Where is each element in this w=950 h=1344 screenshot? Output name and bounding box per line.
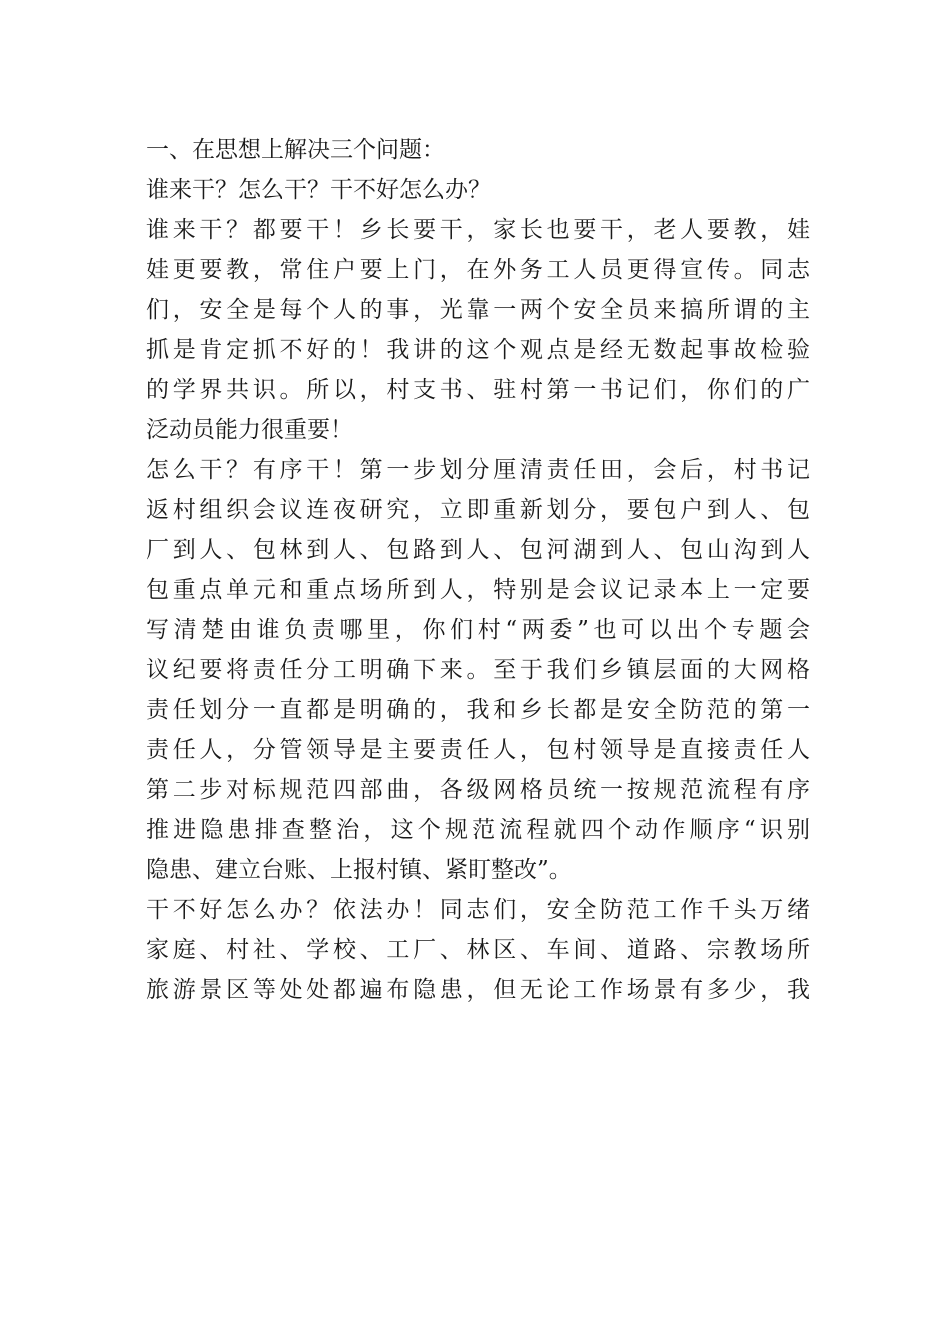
text-line: 谁来干？都要干！乡长要干，家长也要干，老人要教，娃 — [146, 217, 810, 243]
text-line: 推进隐患排查整治，这个规范流程就四个动作顺序“识别 — [146, 817, 810, 843]
text-line: 议纪要将责任分工明确下来。至于我们乡镇层面的大网格 — [146, 657, 810, 683]
text-line: 隐患、建立台账、上报村镇、紧盯整改”。 — [146, 857, 572, 883]
document-body — [146, 130, 810, 1010]
text-line: 厂到人、包林到人、包路到人、包河湖到人、包山沟到人 — [146, 537, 810, 563]
text-line: 干不好怎么办？依法办！同志们，安全防范工作千头万绪 — [146, 897, 810, 923]
text-line: 的学界共识。所以，村支书、驻村第一书记们，你们的广 — [146, 377, 810, 403]
text-line: 责任人，分管领导是主要责任人，包村领导是直接责任人 — [146, 737, 810, 763]
text-line: 责任划分一直都是明确的，我和乡长都是安全防范的第一 — [146, 697, 810, 723]
paragraph-how — [146, 450, 810, 890]
text-line: 旅游景区等处处都遍布隐患，但无论工作场景有多少，我 — [146, 977, 810, 1003]
text-line: 们，安全是每个人的事，光靠一两个安全员来搞所谓的主 — [146, 297, 810, 323]
text-line: 写清楚由谁负责哪里，你们村“两委”也可以出个专题会 — [146, 617, 810, 643]
section-heading: 一、在思想上解决三个问题： — [146, 137, 445, 163]
text-line: 第二步对标规范四部曲，各级网格员统一按规范流程有序 — [146, 777, 810, 803]
text-line: 泛动员能力很重要！ — [146, 417, 353, 443]
text-line: 娃更要教，常住户要上门，在外务工人员更得宣传。同志 — [146, 257, 810, 283]
text-line: 抓是肯定抓不好的！我讲的这个观点是经无数起事故检验 — [146, 337, 810, 363]
text-line: 包重点单元和重点场所到人，特别是会议记录本上一定要 — [146, 577, 810, 603]
questions-line: 谁来干？怎么干？干不好怎么办？ — [146, 177, 491, 203]
text-line: 怎么干？有序干！第一步划分厘清责任田，会后，村书记 — [146, 457, 810, 483]
text-line: 返村组织会议连夜研究，立即重新划分，要包户到人、包 — [146, 497, 810, 523]
paragraph-who — [146, 210, 810, 450]
paragraph-what-if — [146, 890, 810, 1010]
text-line: 家庭、村社、学校、工厂、林区、车间、道路、宗教场所 — [146, 937, 810, 963]
